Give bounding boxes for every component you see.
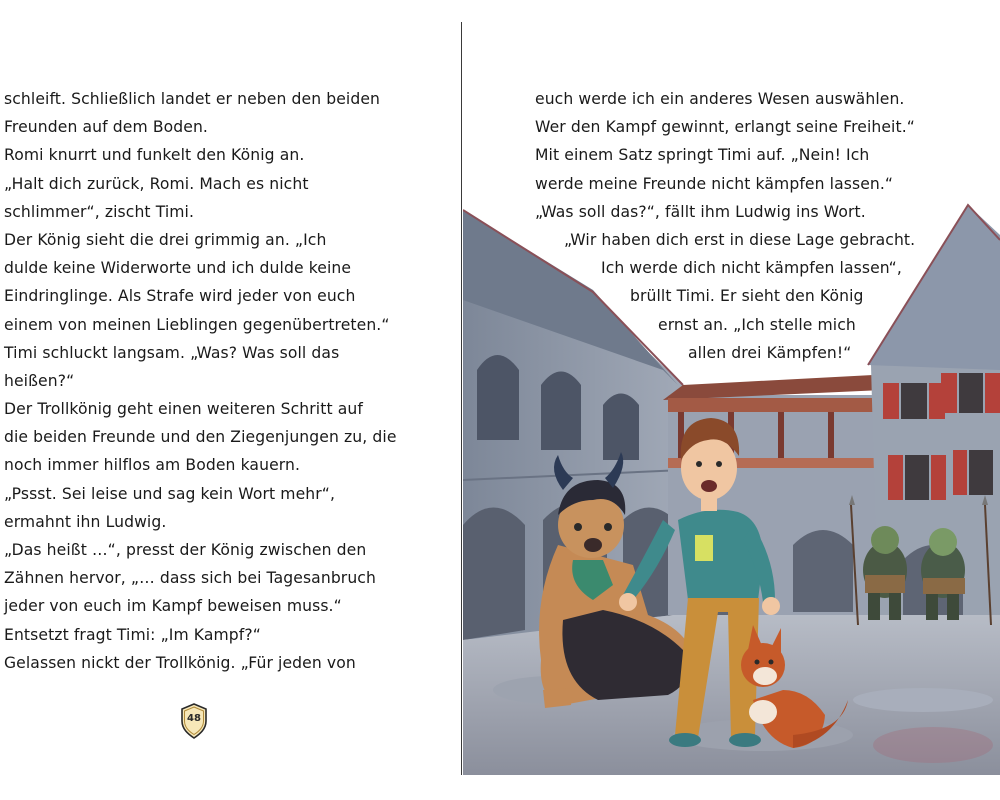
text-line: dulde keine Widerworte und ich dulde keine	[4, 259, 352, 278]
text-line: jeder von euch im Kampf beweisen muss.“	[4, 597, 342, 616]
text-line: Mit einem Satz springt Timi auf. „Nein! Ich	[535, 146, 870, 165]
text-line: Ich werde dich nicht kämpfen lassen“,	[601, 259, 902, 278]
text-line: ernst an. „Ich stelle mich	[658, 315, 856, 334]
text-line: Wer den Kampf gewinnt, erlangt seine Freiheit.“	[535, 118, 915, 137]
left-page-text	[4, 85, 424, 677]
text-line: schlimmer“, zischt Timi.	[4, 202, 195, 221]
text-line: Gelassen nickt der Trollkönig. „Für jeden von	[4, 653, 356, 672]
text-line: allen drei Kämpfen!“	[688, 343, 852, 362]
left-page	[0, 0, 462, 800]
text-line: euch werde ich ein anderes Wesen auswählen.	[535, 90, 905, 108]
text-line: noch immer hilflos am Boden kauern.	[4, 456, 301, 475]
text-line: „Pssst. Sei leise und sag kein Wort mehr“,	[4, 484, 336, 503]
page-gutter-divider	[461, 22, 462, 775]
text-line: werde meine Freunde nicht kämpfen lassen.“	[535, 174, 894, 193]
text-line: brüllt Timi. Er sieht den König	[630, 287, 864, 306]
text-line: Der König sieht die drei grimmig an. „Ich	[4, 230, 327, 249]
text-line: Freunden auf dem Boden.	[4, 118, 208, 137]
text-line: „Halt dich zurück, Romi. Mach es nicht	[4, 174, 309, 193]
text-line: „Das heißt …“, presst der König zwischen den	[4, 541, 367, 559]
text-line: „Wir haben dich erst in diese Lage gebracht.	[564, 231, 916, 249]
page-number: 48	[187, 713, 201, 724]
text-line: ermahnt ihn Ludwig.	[4, 512, 167, 531]
text-line: Entsetzt fragt Timi: „Im Kampf?“	[4, 625, 261, 644]
text-line: „Was soll das?“, fällt ihm Ludwig ins Wort.	[535, 202, 866, 221]
text-line: Der Trollkönig geht einen weiteren Schritt auf	[4, 400, 363, 419]
page-number-badge	[179, 703, 209, 739]
text-line: schleift. Schließlich landet er neben den beiden	[4, 90, 381, 108]
text-line: Zähnen hervor, „… dass sich bei Tagesanbruch	[4, 569, 376, 588]
right-page	[463, 0, 1000, 800]
text-line: Timi schluckt langsam. „Was? Was soll das	[4, 343, 340, 362]
text-line: einem von meinen Lieblingen gegenübertreten.“	[4, 315, 390, 334]
text-line: heißen?“	[4, 371, 75, 390]
text-line: Eindringlinge. Als Strafe wird jeder von euch	[4, 287, 356, 306]
text-line: die beiden Freunde und den Ziegenjungen zu, die	[4, 428, 397, 447]
text-line: Romi knurrt und funkelt den König an.	[4, 146, 305, 165]
